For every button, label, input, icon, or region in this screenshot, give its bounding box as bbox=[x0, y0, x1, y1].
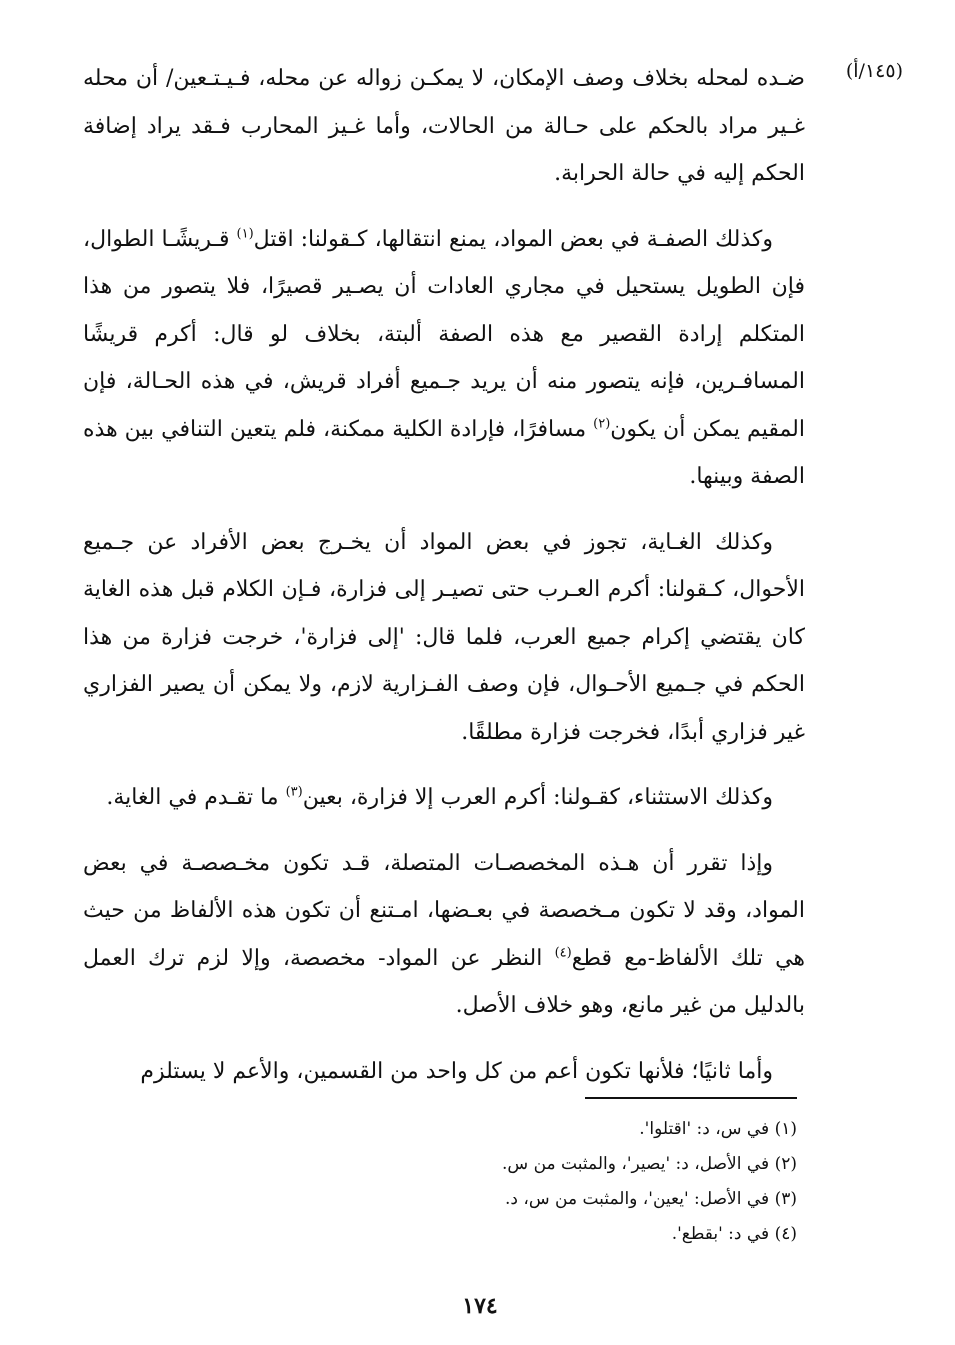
paragraph bbox=[83, 216, 805, 501]
text-run: وأما ثانيًا؛ فلأنها تكون أعم من كل واحد من القسمين، والأعم لا يستلزم bbox=[140, 1058, 773, 1084]
paragraph bbox=[83, 519, 805, 757]
footnote-marker: (١) bbox=[236, 226, 254, 242]
footnote: (١) في س، د: 'اقتلوا'. bbox=[639, 1119, 797, 1139]
footnote-separator-line bbox=[585, 1097, 797, 1099]
footnotes bbox=[197, 1112, 797, 1252]
manuscript-folio-reference: (١٤٥/أ) bbox=[845, 60, 903, 82]
page-number: ١٧٤ bbox=[462, 1293, 498, 1319]
paragraph bbox=[83, 1048, 805, 1096]
footnote-marker: (٤) bbox=[554, 945, 572, 961]
text-run: وإذا تقرر أن هـذه المخصصـات المتصلة، قـد تكون مخـصصـة في بعض المواد، وقد لا تكون مـخصصة في بعـضها، امـتنع أن تكون هذه الألفاظ من حيث هي تلك الألفاظ-مع قطع bbox=[83, 850, 806, 971]
paragraph bbox=[83, 774, 805, 822]
text-run: النظر عن المواد- مخصصة، وإلا لزم ترك العمل بالدليل من غير مانع، وهو خلاف الأصل. bbox=[83, 945, 805, 1018]
main-text bbox=[83, 55, 805, 1113]
text-run: قـريشًـا الطوال، فإن الطويل يستحيل في مجاري العادات أن يصـير قصيرًا، فلا يتصور من هذا المتكلم إرادة القصير مع هذه الصفة ألبتة، بخلاف لو قال: أكرم قريشًا المسافـرين، فإنه يتصور منه أن يريد جـميع أفراد قريش، في هذه الحـالة، فإن المقيم يمكن أن يكون bbox=[83, 226, 805, 442]
paragraph bbox=[83, 55, 805, 198]
paragraph bbox=[83, 840, 805, 1030]
text-run: وكذلك الصفـة في بعض المواد، يمنع انتقالها، كـقولنا: اقتل bbox=[253, 226, 773, 252]
footnote: (٤) في د: 'بقطع'. bbox=[671, 1224, 797, 1244]
footnote-marker: (٣) bbox=[285, 784, 303, 800]
text-run: ما تقـدم في الغاية. bbox=[106, 785, 286, 810]
text-run: وكذلك الاستثناء، كقـولنا: أكرم العرب إلا فزارة، بعين bbox=[302, 785, 773, 810]
footnote: (٢) في الأصل، د: 'يصير'، والمثبت من س. bbox=[502, 1154, 797, 1174]
text-run: وكذلك الغـاية، تجوز في بعض المواد أن يخـرج بعض الأفراد عن جـميع الأحوال، كـقولنا: أكرم العـرب حتى تصيـر إلى فزارة، فـإن الكلام قبل هذه الغاية كان يقتضي إكرام جميع العرب، فلما قال: 'إلى فزارة'، خرجت فزارة من هذا الحكم في جـميع الأحـوال، فإن وصف الفـزارية لازم، ولا يمكن أن يصير الفزاري غير فزاري أبدًا، فخرجت فزارة مطلقًا. bbox=[83, 529, 805, 745]
text-run: ضـده لمحله بخلاف وصف الإمكان، لا يمكـن زواله عن محله، فـيـتـعين/ أن محله غـير مراد بالحكم على حـالة من الحالات، وأما غـيز المحارب فـقد يراد إضافة الحكم إليه في حالة الحرابة. bbox=[83, 66, 805, 186]
footnote: (٣) في الأصل: 'يعين'، والمثبت من س، د. bbox=[505, 1189, 797, 1209]
text-run: مسافرًا، فإرادة الكلية ممكنة، فلم يتعين التنافي بين هذه الصفة وبينها. bbox=[83, 416, 805, 489]
footnote-marker: (٢) bbox=[593, 416, 611, 432]
